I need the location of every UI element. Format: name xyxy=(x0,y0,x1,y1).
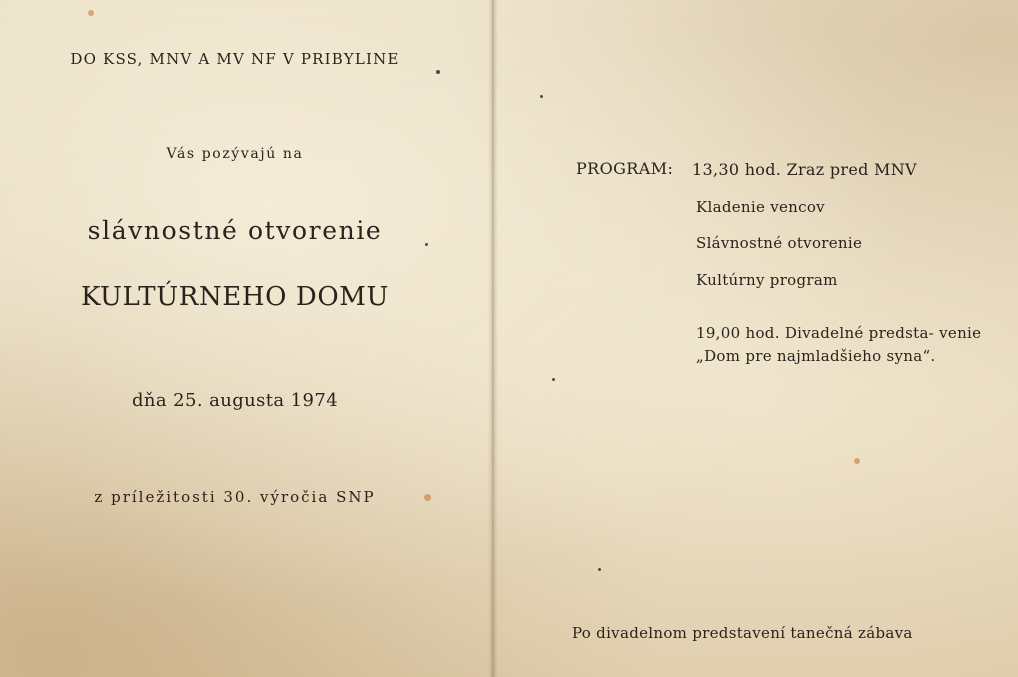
program-label: PROGRAM: xyxy=(576,159,674,178)
ink-speck xyxy=(436,70,440,74)
invite-line: Vás pozývajú na xyxy=(166,146,304,162)
ink-speck xyxy=(598,568,601,571)
age-stain xyxy=(424,494,431,501)
dance-note: Po divadelnom predstavení tanečná zábava xyxy=(572,624,913,642)
ceremony-title: slávnostné otvorenie xyxy=(87,216,383,245)
program-item: Kultúrny program xyxy=(696,271,838,289)
theatre-performance: 19,00 hod. Divadelné predsta- venie „Dom pre najmladšieho syna“. xyxy=(696,324,982,365)
program-item: Slávnostné otvorenie xyxy=(696,234,863,252)
right-page xyxy=(494,0,1018,677)
ink-speck xyxy=(540,95,543,98)
event-date: dňa 25. augusta 1974 xyxy=(131,390,339,411)
program-item: 13,30 hod. Zraz pred MNV xyxy=(692,160,917,179)
program-item: Kladenie vencov xyxy=(696,198,825,216)
age-stain xyxy=(854,458,860,464)
age-stain xyxy=(88,10,94,16)
organizers-header: DO KSS, MNV A MV NF V PRIBYLINE xyxy=(70,50,400,68)
building-title: KULTÚRNEHO DOMU xyxy=(80,282,390,312)
ink-speck xyxy=(552,378,555,381)
occasion-line: z príležitosti 30. výročia SNP xyxy=(94,488,376,506)
left-page xyxy=(0,0,490,677)
ink-speck xyxy=(425,243,428,246)
